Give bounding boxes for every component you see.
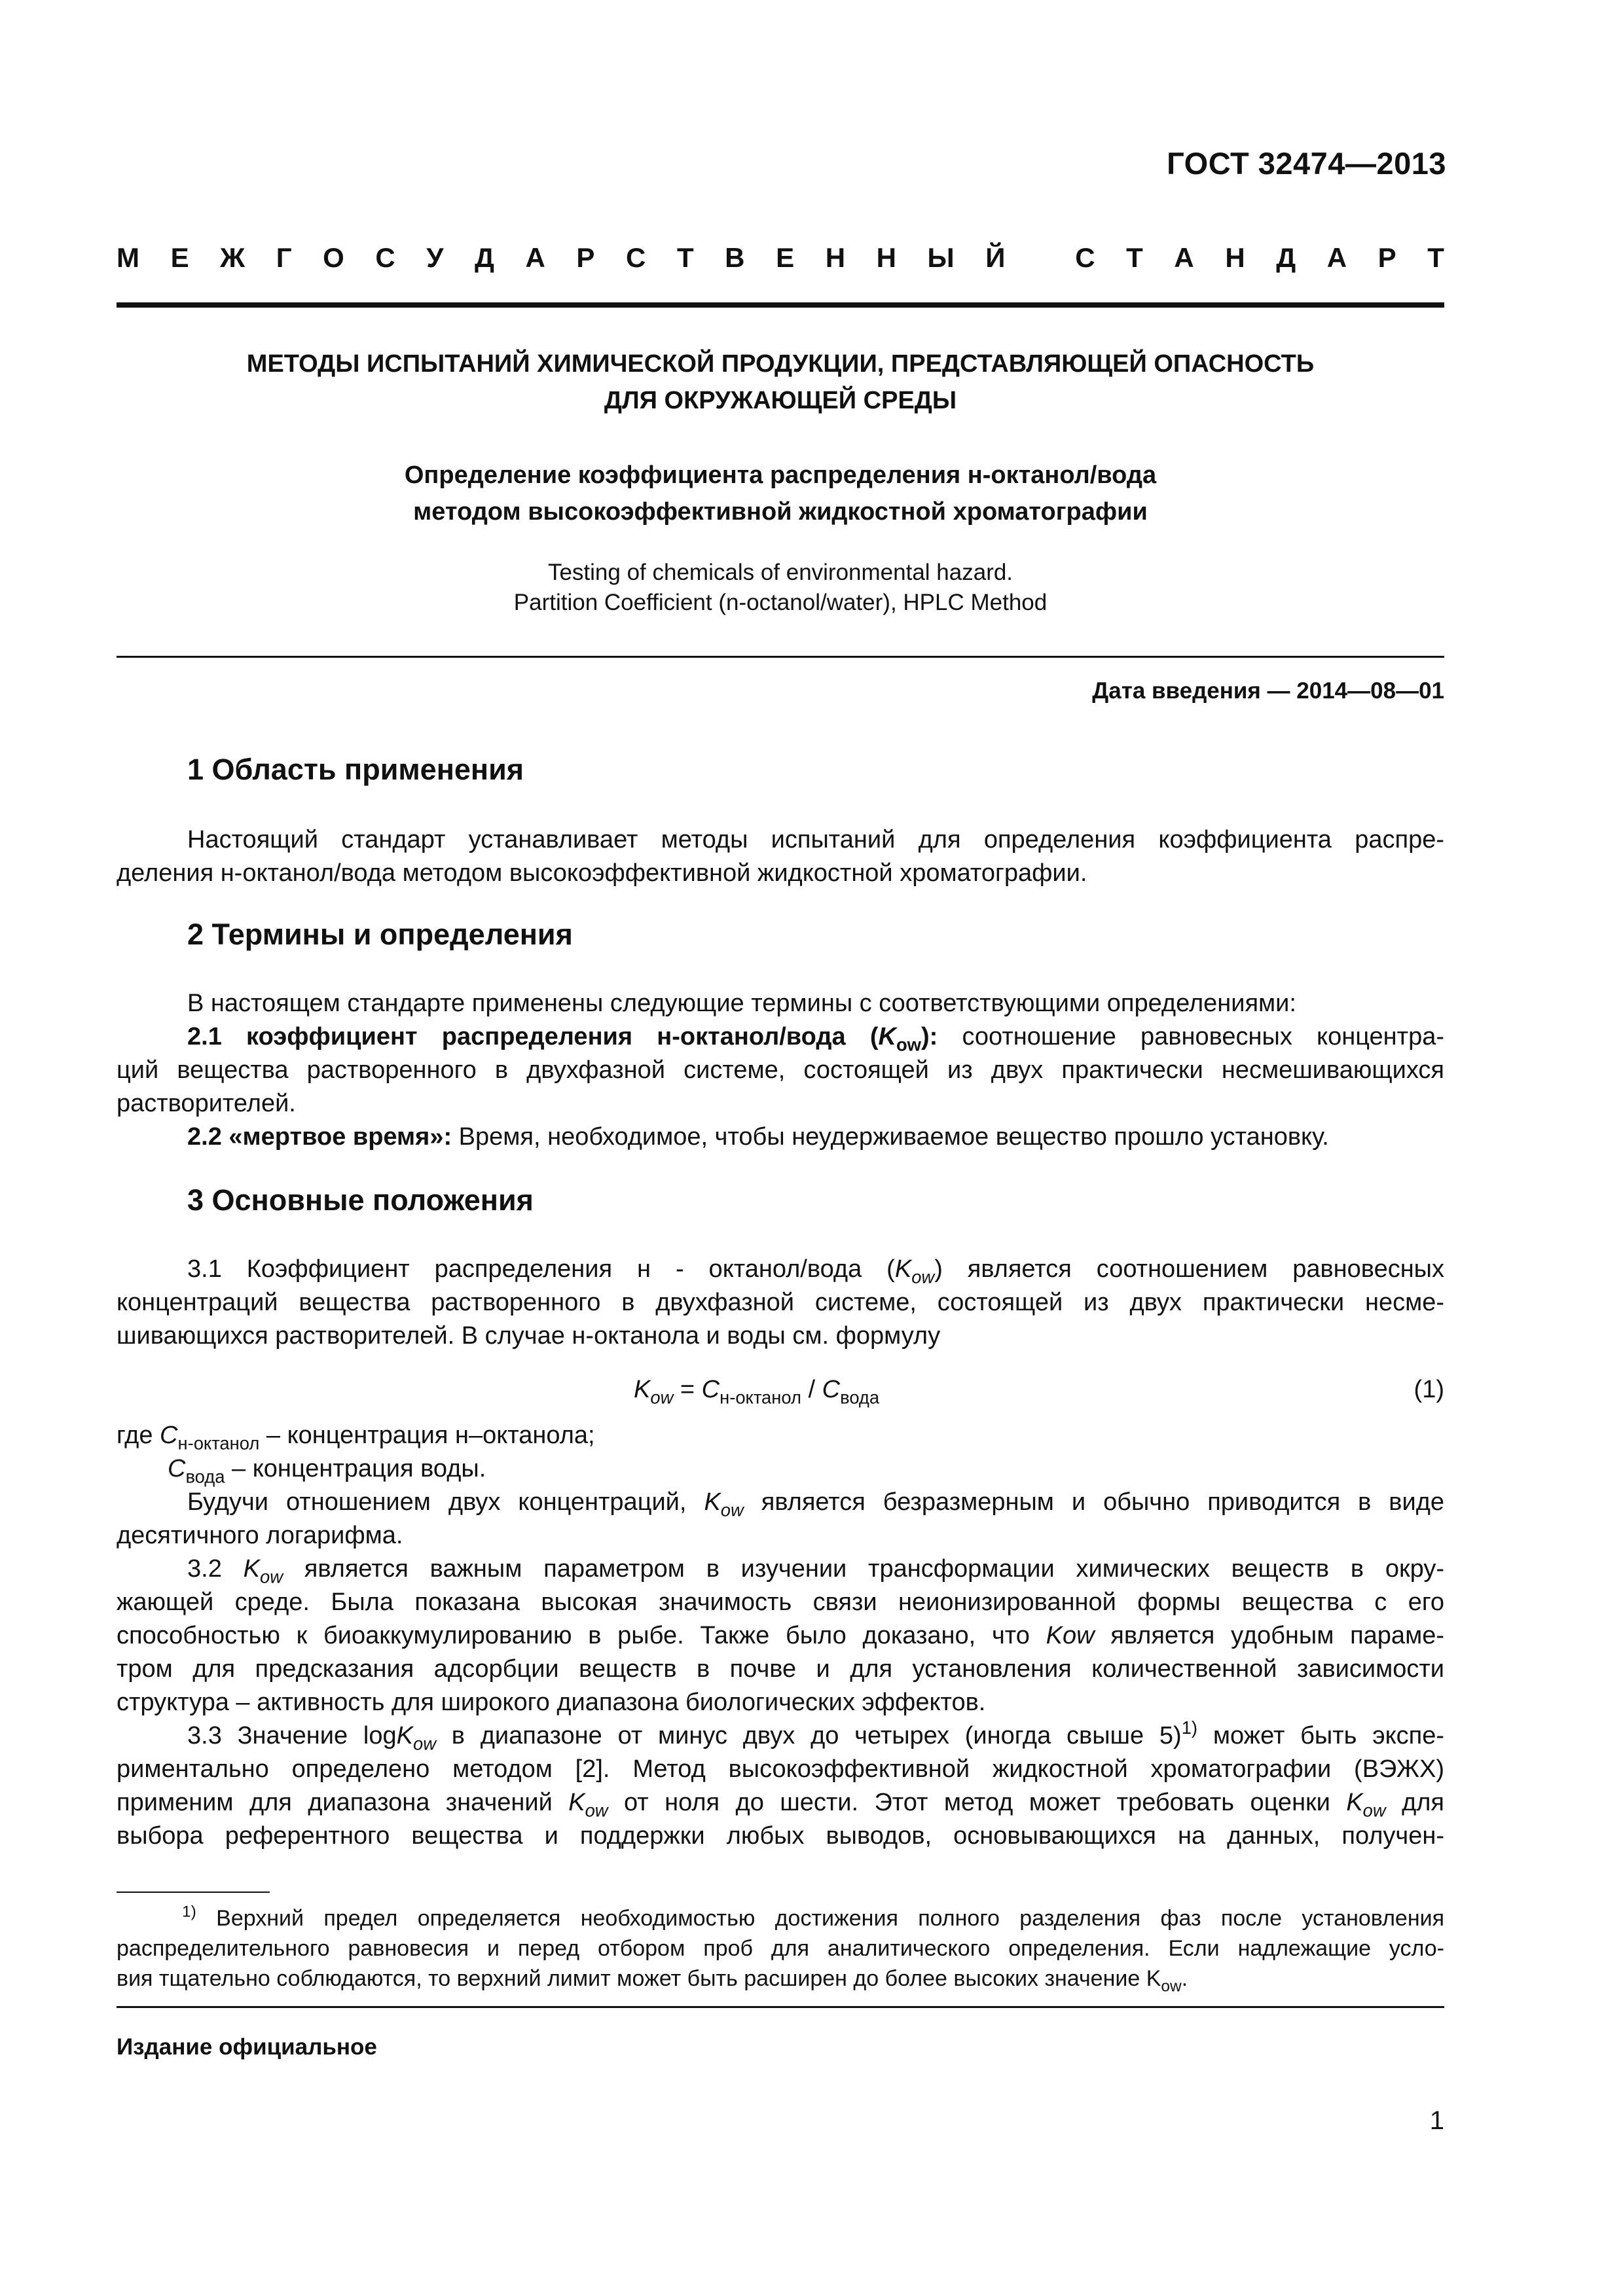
banner-letter: Т [1427, 242, 1444, 273]
text-line: ций вещества растворенного в двухфазной системе, состоящей из двух практически несмешивающихся [117, 1056, 1444, 1084]
section-2-body [117, 987, 1444, 1154]
banner-letter: Т [1126, 242, 1143, 273]
text-line: тром для предсказания адсорбции веществ в почве и для установления количественной зависимости [117, 1655, 1444, 1683]
banner-letter: С [1075, 242, 1095, 273]
where-line-2: $C_{вода}$ – концентрация воды. [168, 1455, 486, 1487]
banner-letter: Ы [927, 242, 955, 273]
header-rule [117, 302, 1444, 308]
gost-code: ГОСТ 32474—2013 [1167, 146, 1446, 181]
banner-letter: М [117, 242, 139, 273]
text-line: Настоящий стандарт устанавливает методы испытаний для определения коэффициента распре- [187, 826, 1444, 853]
banner-letter: Н [825, 242, 846, 273]
formula-expression: $K_{ow} = C_{н-октанол} / C_{вода}$ [634, 1376, 880, 1408]
text-line: структура – активность для широкого диапазона биологических эффектов. [117, 1689, 986, 1716]
where-line-1: где $C_{н-октанол}$ – концентрация н–октанола; [117, 1422, 595, 1454]
section-3-paragraph-1 [117, 1253, 1444, 1353]
text-line: В настоящем стандарте применены следующие термины с соответствующими определениями: [187, 990, 1296, 1017]
sub-title-line-2: методом высокоэффективной жидкостной хроматографии [413, 498, 1148, 526]
main-title-line-1: МЕТОДЫ ИСПЫТАНИЙ ХИМИЧЕСКОЙ ПРОДУКЦИИ, ПРЕДСТАВЛЯЮЩЕЙ ОПАСНОСТЬ [246, 350, 1315, 378]
banner-letter: Р [1377, 242, 1396, 273]
introduction-date: Дата введения — 2014—08—01 [1092, 678, 1444, 704]
formula-number: (1) [1413, 1376, 1444, 1403]
banner-letter: Т [676, 242, 694, 273]
footnote-line-2: распределительного равновесия и перед отбором проб для аналитического определения. Если надлежащие усло- [117, 1936, 1444, 1961]
banner-letter: Р [576, 242, 595, 273]
text-line: 3.1 Коэффициент распределения н - октанол/вода $(K_{ow})$ является соотношением равновесных [187, 1255, 1444, 1287]
text-line: 3.3 Значение logK$_{ow}$ в диапазоне от минус двух до четырех (иногда свыше 5)$^{1)}$ может быть экспе- [187, 1717, 1444, 1754]
edition-label: Издание официальное [117, 2034, 377, 2060]
banner-letter: Е [776, 242, 795, 273]
text-line: Будучи отношением двух концентраций, $K_{ow}$ является безразмерным и обычно приводится в виде [187, 1488, 1444, 1520]
term-2-2-name: 2.2 «мертвое время»: [187, 1123, 452, 1151]
banner-letter: В [725, 242, 745, 273]
text-line: жающей среде. Была показана высокая значимость связи неионизированной формы вещества с его [117, 1588, 1444, 1616]
section-1-heading: 1 Область применения [187, 753, 524, 786]
term-2-1-name: 2.1 коэффициент распределения н-октанол/вода $(K_{ow})$: [187, 1023, 938, 1055]
text-line: концентраций вещества растворенного в двухфазной системе, состоящей из двух практически несме- [117, 1289, 1444, 1316]
text-line: десятичного логарифма. [117, 1522, 403, 1549]
banner-letter: Е [170, 242, 189, 273]
text-line: деления н-октанол/вода методом высокоэффективной жидкостной хроматографии. [117, 859, 1087, 887]
banner-letter [1036, 242, 1044, 274]
english-title [117, 558, 1444, 618]
footnote-rule [117, 1892, 270, 1893]
text-line: способностью к биоаккумулированию в рыбе. Также было доказано, что Kow является удобным параме- [117, 1622, 1444, 1649]
section-3-body [117, 1419, 1444, 1853]
banner-letter: У [426, 242, 444, 273]
banner-letter: А [525, 242, 545, 273]
interstate-standard-banner [117, 242, 1444, 274]
text-line: растворителей. [117, 1090, 296, 1117]
page-number: 1 [1429, 2106, 1444, 2135]
term-2-1-line: 2.1 коэффициент распределения н-октанол/вода $(K_{ow})$: соотношение равновесных концентра- [187, 1023, 1444, 1055]
term-2-2-line: 2.2 «мертвое время»: Время, необходимое, чтобы неудерживаемое вещество прошло установку. [187, 1123, 1329, 1151]
banner-letter: Д [1276, 242, 1296, 273]
text-line: риментально определено методом [2]. Метод высокоэффективной жидкостной хроматографии (ВЭЖХ) [117, 1755, 1444, 1783]
title-rule [117, 656, 1444, 658]
main-title-line-2: ДЛЯ ОКРУЖАЮЩЕЙ СРЕДЫ [604, 387, 957, 414]
banner-letter: Й [985, 242, 1006, 273]
banner-letter: Д [475, 242, 494, 273]
banner-letter: Н [1225, 242, 1245, 273]
banner-letter: С [626, 242, 646, 273]
section-3-heading: 3 Основные положения [187, 1183, 534, 1217]
english-title-line-2: Partition Coefficient (n-octanol/water), HPLC Method [513, 590, 1048, 615]
section-1-paragraph [117, 823, 1444, 890]
footnote [117, 1903, 1444, 1994]
footnote-line-3: вия тщательно соблюдаются, то верхний лимит может быть расширен до более высоких значение $K_{ow}$. [117, 1966, 1188, 1996]
english-title-line-1: Testing of chemicals of environmental hazard. [547, 560, 1013, 585]
text-line: 3.2 $K_{ow}$ является важным параметром в изучении трансформации химических веществ в окру- [187, 1555, 1444, 1587]
footer-rule [117, 2006, 1444, 2008]
text-line: выбора референтного вещества и поддержки любых выводов, основывающихся на данных, получен- [117, 1822, 1444, 1850]
sub-title-line-1: Определение коэффициента распределения н-октанол/вода [404, 461, 1157, 489]
text-line: шивающихся растворителей. В случае н-октанола и воды см. формулу [117, 1322, 941, 1350]
footnote-line-1: $^{1)}$ Верхний предел определяется необходимостью достижения полного разделения фаз после установления [182, 1903, 1444, 1931]
banner-letter: О [323, 242, 344, 273]
sub-title [117, 457, 1444, 530]
banner-letter: С [375, 242, 395, 273]
banner-letter: А [1326, 242, 1347, 273]
banner-letter: Н [876, 242, 896, 273]
section-2-heading: 2 Термины и определения [187, 918, 573, 951]
banner-letter: Ж [220, 242, 246, 273]
main-title [117, 346, 1444, 419]
banner-letter: Г [276, 242, 292, 273]
banner-letter: А [1174, 242, 1194, 273]
text-line: применим для диапазона значений $K_{ow}$ от ноля до шести. Этот метод может требовать оценки $K_{ow}$ для [117, 1789, 1444, 1821]
